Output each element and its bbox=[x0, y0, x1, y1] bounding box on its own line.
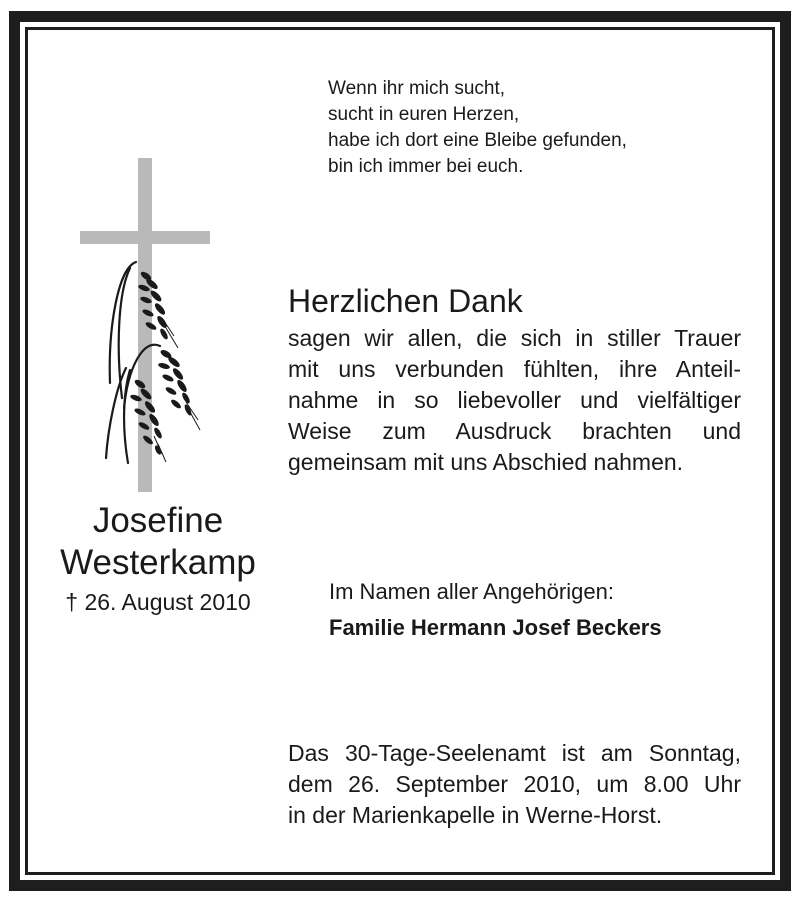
poem-line: Wenn ihr mich sucht, bbox=[328, 78, 506, 99]
thanks-heading: Herzlichen Dank bbox=[288, 283, 523, 319]
thanks-line: Weise zum Ausdruck brachten und bbox=[288, 418, 741, 444]
poem-line: bin ich immer bei euch. bbox=[328, 156, 524, 177]
mass-info bbox=[288, 738, 741, 831]
thanks-line: gemeinsam mit uns Abschied nahmen. bbox=[288, 449, 684, 475]
deceased-last-name: Westerkamp bbox=[60, 543, 256, 582]
thanks-line: mit uns verbunden fühlten, ihre Anteil- bbox=[288, 356, 741, 382]
mass-line: Das 30-Tage-Seelenamt ist am Sonntag, bbox=[288, 740, 741, 766]
poem-line: habe ich dort eine Bleibe gefunden, bbox=[328, 130, 627, 151]
signature-intro: Im Namen aller Angehörigen: bbox=[329, 579, 614, 604]
poem-line: sucht in euren Herzen, bbox=[328, 104, 520, 125]
thanks-line: nahme in so liebevoller und vielfältiger bbox=[288, 387, 741, 413]
poem bbox=[328, 76, 728, 180]
deceased-block bbox=[40, 500, 276, 617]
mass-line: in der Marienkapelle in Werne-Horst. bbox=[288, 802, 663, 828]
thanks-body bbox=[288, 323, 741, 478]
signature-family: Familie Hermann Josef Beckers bbox=[329, 615, 662, 640]
mass-line: dem 26. September 2010, um 8.00 Uhr bbox=[288, 771, 741, 797]
death-date: † 26. August 2010 bbox=[65, 589, 251, 615]
deceased-first-name: Josefine bbox=[92, 501, 224, 540]
thanks-line: sagen wir allen, die sich in stiller Trauer bbox=[288, 325, 741, 351]
cross-with-wheat-icon bbox=[78, 158, 212, 492]
